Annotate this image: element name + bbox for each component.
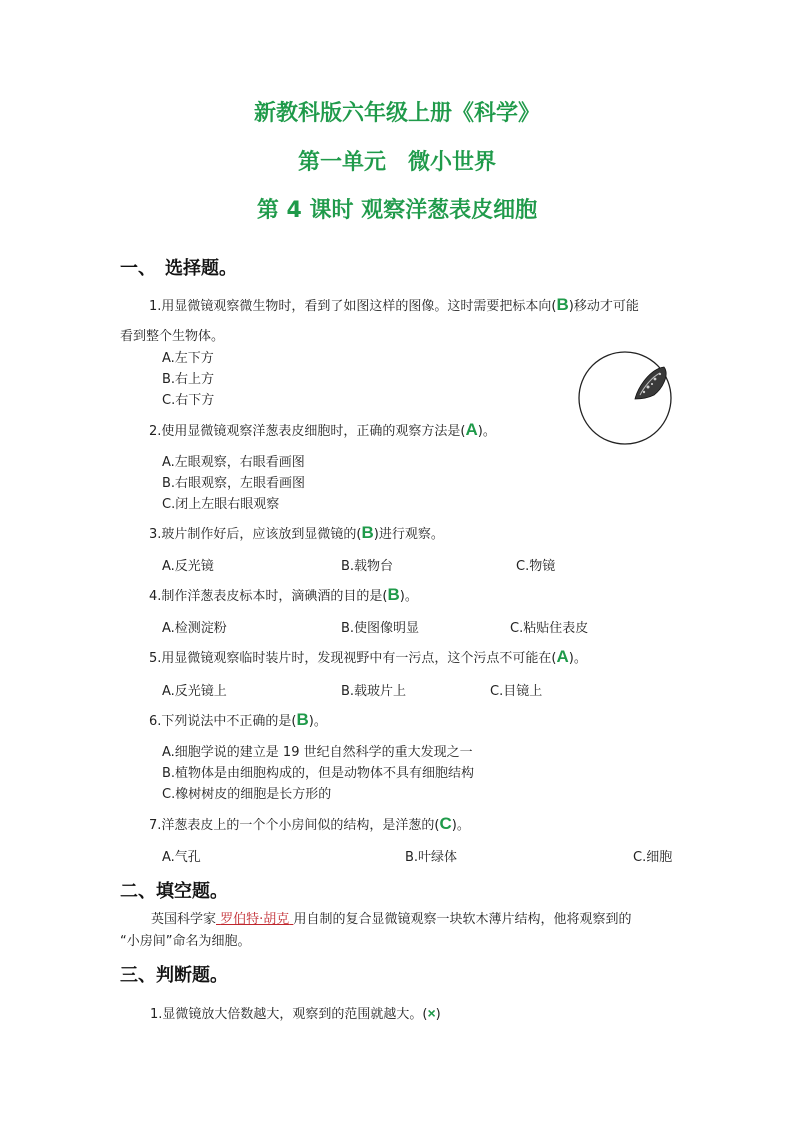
question-6 bbox=[149, 710, 327, 730]
question-text: )。 bbox=[451, 818, 470, 833]
question-text: )。 bbox=[399, 589, 418, 604]
option-b: B.使图像明显 bbox=[341, 621, 420, 636]
option-a: A.反光镜 bbox=[162, 559, 214, 574]
option-a: A.细胞学说的建立是 19 世纪自然科学的重大发现之一 bbox=[162, 745, 473, 760]
judge-question-1 bbox=[150, 1003, 441, 1022]
fill-answer: 罗伯特·胡克 bbox=[220, 912, 290, 927]
section-judge-heading: 三、判断题。 bbox=[120, 965, 228, 986]
answer-mark: B bbox=[361, 523, 374, 542]
answer-mark: B bbox=[387, 585, 400, 604]
option-c: C.粘贴住表皮 bbox=[510, 621, 589, 636]
microscope-view-figure bbox=[578, 351, 674, 447]
option-b: B.载玻片上 bbox=[341, 684, 407, 699]
option-a: A.左眼观察，右眼看画图 bbox=[162, 455, 305, 470]
page-title: 新教科版六年级上册《科学》 bbox=[253, 101, 540, 126]
question-text: )。 bbox=[477, 424, 496, 439]
option-b: B.右眼观察，左眼看画图 bbox=[162, 476, 306, 491]
question-text: )。 bbox=[308, 714, 327, 729]
answer-mark: × bbox=[427, 1005, 436, 1021]
option-c: C.右下方 bbox=[162, 393, 215, 408]
question-text: )进行观察。 bbox=[373, 527, 444, 542]
section-fill-heading: 二、填空题。 bbox=[120, 881, 228, 902]
unit-title: 第一单元 微小世界 bbox=[297, 150, 496, 175]
option-a: A.气孔 bbox=[162, 850, 201, 865]
option-a: A.检测淀粉 bbox=[162, 621, 227, 636]
question-text: 1.用显微镜观察微生物时，看到了如图这样的图像。这时需要把标本向( bbox=[149, 299, 557, 314]
field-of-view-circle bbox=[579, 352, 671, 444]
question-text: 3.玻片制作好后，应该放到显微镜的( bbox=[149, 527, 362, 542]
question-7 bbox=[149, 814, 470, 834]
question-text: 4.制作洋葱表皮标本时，滴碘酒的目的是( bbox=[149, 589, 388, 604]
answer-mark: B bbox=[556, 295, 569, 314]
question-text: 用自制的复合显微镜观察一块软木薄片结构，他将观察到的 bbox=[293, 912, 632, 927]
option-b: B.右上方 bbox=[162, 372, 215, 387]
question-text: 6.下列说法中不正确的是( bbox=[149, 714, 297, 729]
answer-mark: B bbox=[296, 710, 309, 729]
question-2 bbox=[149, 420, 496, 440]
fill-question-1-continuation: “小房间”命名为细胞。 bbox=[120, 934, 251, 949]
option-b: B.叶绿体 bbox=[405, 850, 458, 865]
question-text: 5.用显微镜观察临时装片时，发现视野中有一污点，这个污点不可能在( bbox=[149, 651, 557, 666]
option-c: C.闭上左眼右眼观察 bbox=[162, 497, 280, 512]
option-a: A.反光镜上 bbox=[162, 684, 227, 699]
option-c: C.橡树树皮的细胞是长方形的 bbox=[162, 787, 332, 802]
answer-mark: C bbox=[439, 814, 452, 833]
fill-question-1 bbox=[151, 908, 631, 927]
question-3 bbox=[149, 523, 444, 543]
question-text: 7.洋葱表皮上的一个个小房间似的结构，是洋葱的( bbox=[149, 818, 440, 833]
option-c: C.细胞 bbox=[633, 850, 673, 865]
option-b: B.植物体是由细胞构成的，但是动物体不具有细胞结构 bbox=[162, 766, 475, 781]
option-b: B.载物台 bbox=[341, 559, 394, 574]
lesson-title: 第 4 课时 观察洋葱表皮细胞 bbox=[256, 198, 538, 223]
question-text: )移动才可能 bbox=[568, 299, 639, 314]
answer-mark: A bbox=[556, 647, 569, 666]
question-1-continuation: 看到整个生物体。 bbox=[120, 329, 225, 344]
question-5 bbox=[149, 647, 587, 667]
question-text: ) bbox=[435, 1007, 441, 1022]
option-c: C.物镜 bbox=[516, 559, 556, 574]
question-text: 英国科学家 bbox=[151, 912, 217, 927]
option-a: A.左下方 bbox=[162, 351, 214, 366]
option-c: C.目镜上 bbox=[490, 684, 543, 699]
question-text: )。 bbox=[568, 651, 587, 666]
answer-mark: A bbox=[465, 420, 478, 439]
question-text: 1.显微镜放大倍数越大，观察到的范围就越大。( bbox=[150, 1007, 428, 1022]
section-choice-heading: 一、 选择题。 bbox=[120, 258, 237, 279]
question-4 bbox=[149, 585, 418, 605]
question-text: 2.使用显微镜观察洋葱表皮细胞时，正确的观察方法是( bbox=[149, 424, 466, 439]
question-1 bbox=[149, 295, 639, 315]
